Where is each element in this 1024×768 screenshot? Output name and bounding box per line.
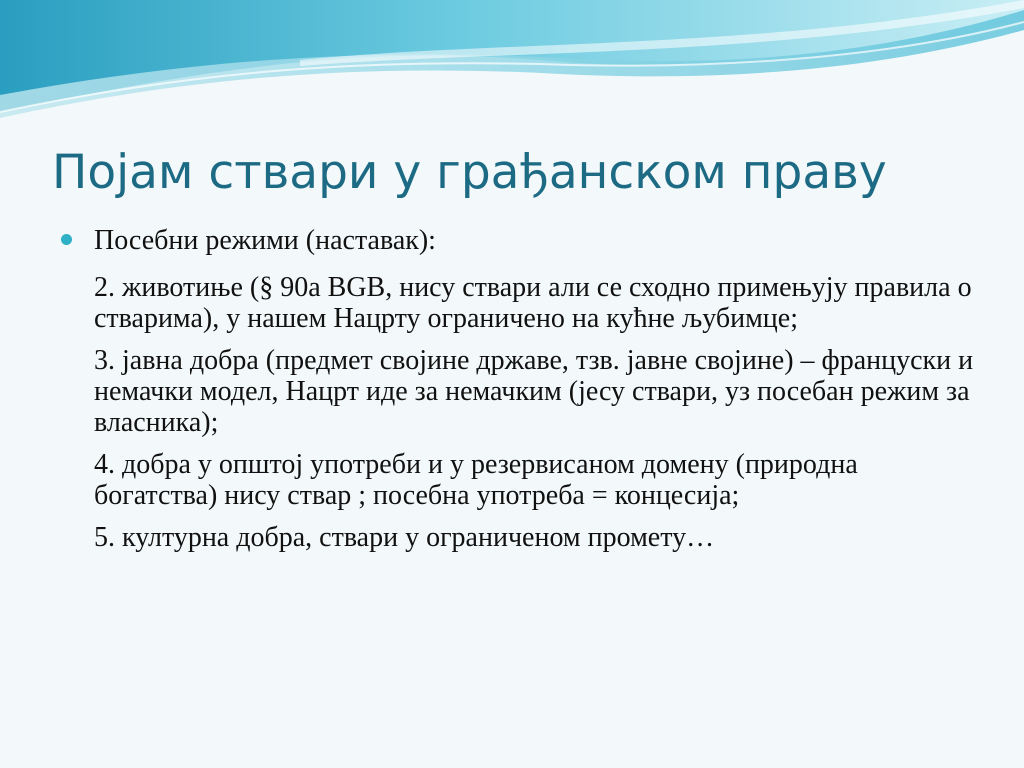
paragraph-animals: 2. животиње (§ 90а BGB, нису ствари али се сходно примењују правила о стварима), у нашем Нацрту ограничено на кућне љубимце; bbox=[94, 272, 972, 334]
bullet-text: Посебни режими (наставак): bbox=[94, 225, 436, 256]
wave-decoration bbox=[0, 0, 1024, 130]
bullet-dot-icon bbox=[61, 234, 72, 245]
paragraph-common-use-goods: 4. добра у општој употреби и у резервисаном домену (природна богатства) нису ствар ; посебна употреба = концесија; bbox=[94, 449, 858, 511]
paragraph-public-goods: 3. јавна добра (предмет својине државе, тзв. јавне својине) – француски и немачки модел, Нацрт иде за немачким (јесу ствари, уз посебан режим за власника); bbox=[94, 345, 974, 438]
bullet-item bbox=[58, 221, 978, 261]
slide-title: Појам ствари у грађанском праву bbox=[52, 145, 887, 200]
paragraph-cultural-goods: 5. културна добра, ствари у ограниченом промету… bbox=[94, 522, 715, 553]
slide-body bbox=[58, 221, 978, 553]
